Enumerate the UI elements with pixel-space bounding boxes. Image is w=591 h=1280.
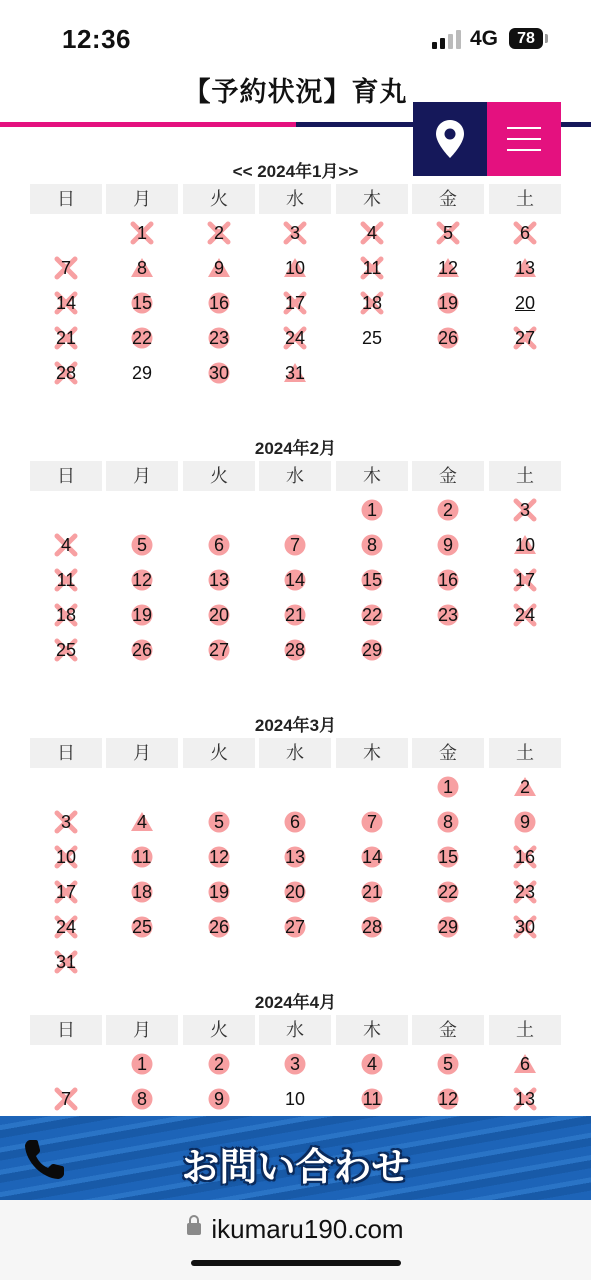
- calendar-day[interactable]: 27: [284, 917, 306, 937]
- weekday-label: 金: [412, 738, 484, 768]
- calendar-day[interactable]: 18: [131, 882, 153, 902]
- weekday-label: 土: [489, 184, 561, 214]
- calendar-day[interactable]: 11: [132, 847, 152, 867]
- calendar-day[interactable]: 14: [284, 570, 306, 590]
- calendar-day[interactable]: 13: [514, 258, 536, 278]
- calendar-day[interactable]: 25: [131, 917, 153, 937]
- calendar-day[interactable]: 8: [106, 253, 178, 283]
- calendar-day[interactable]: 14: [55, 293, 77, 313]
- header-stripe-pink: [0, 122, 296, 127]
- calendar-day[interactable]: 9: [183, 1084, 255, 1114]
- calendar-day[interactable]: 20: [514, 293, 536, 313]
- calendar-day[interactable]: 8: [412, 807, 484, 837]
- calendar-day[interactable]: 5: [106, 530, 178, 560]
- calendar-day[interactable]: 16: [437, 570, 459, 590]
- calendar-day[interactable]: 13: [284, 847, 306, 867]
- calendar-day[interactable]: 3: [30, 807, 102, 837]
- calendar-day[interactable]: 6: [489, 218, 561, 248]
- calendar-day[interactable]: 28: [361, 917, 383, 937]
- url-text: ikumaru190.com: [211, 1214, 404, 1244]
- lock-icon: [187, 1223, 201, 1235]
- calendar-day[interactable]: 27: [208, 640, 230, 660]
- home-indicator[interactable]: [191, 1260, 401, 1266]
- calendar-day[interactable]: 29: [131, 363, 153, 383]
- status-time: 12:36: [62, 24, 131, 54]
- calendar-day[interactable]: 10: [55, 847, 77, 867]
- calendar-day[interactable]: 2: [183, 218, 255, 248]
- calendar-day[interactable]: 9: [412, 530, 484, 560]
- calendar-day[interactable]: 7: [30, 253, 102, 283]
- battery-tip: [545, 34, 548, 43]
- calendar-day[interactable]: 4: [336, 218, 408, 248]
- calendar-day[interactable]: 16: [514, 847, 536, 867]
- calendar-month-title: 2024年3月: [254, 716, 337, 735]
- calendar-day[interactable]: 7: [30, 1084, 102, 1114]
- network-label: 4G: [470, 27, 499, 50]
- contact-banner[interactable]: [0, 1116, 591, 1200]
- calendar-day[interactable]: 28: [55, 363, 77, 383]
- calendar-day[interactable]: 3: [259, 1049, 331, 1079]
- weekday-label: 日: [30, 461, 102, 491]
- weekday-header: [30, 738, 562, 768]
- weekday-label: 日: [30, 184, 102, 214]
- calendar-day[interactable]: 8: [106, 1084, 178, 1114]
- weekday-label: 日: [30, 738, 102, 768]
- calendar-day[interactable]: 22: [437, 882, 459, 902]
- weekday-header: [30, 1015, 562, 1045]
- calendar-day[interactable]: 6: [259, 807, 331, 837]
- weekday-label: 木: [336, 738, 408, 768]
- battery-icon: 78: [509, 28, 543, 49]
- browser-url-bar[interactable]: [0, 1200, 591, 1280]
- calendar-day[interactable]: 11: [362, 1089, 382, 1109]
- calendar-day[interactable]: 24: [284, 328, 306, 348]
- calendar-day[interactable]: 23: [514, 882, 536, 902]
- calendar-day[interactable]: 7: [259, 530, 331, 560]
- calendar-day[interactable]: 1: [106, 218, 178, 248]
- calendar-day[interactable]: 13: [514, 1089, 536, 1109]
- calendar-day[interactable]: 26: [131, 640, 153, 660]
- calendar-day[interactable]: 19: [208, 882, 230, 902]
- calendar-day[interactable]: 17: [55, 882, 77, 902]
- calendar-day[interactable]: 11: [56, 570, 76, 590]
- calendar-day[interactable]: 21: [361, 882, 383, 902]
- signal-icon: [432, 29, 464, 49]
- calendar-day[interactable]: 17: [514, 570, 536, 590]
- calendar-day[interactable]: 10: [284, 258, 306, 278]
- calendar-day[interactable]: 12: [437, 258, 459, 278]
- weekday-label: 金: [412, 184, 484, 214]
- calendar-day[interactable]: 12: [437, 1089, 459, 1109]
- weekday-label: 金: [412, 461, 484, 491]
- weekday-label: 火: [183, 461, 255, 491]
- calendar-day[interactable]: 18: [55, 605, 77, 625]
- weekday-label: 金: [412, 1015, 484, 1045]
- calendar-day[interactable]: 16: [208, 293, 230, 313]
- calendar-day[interactable]: 24: [514, 605, 536, 625]
- calendar-day[interactable]: 9: [183, 253, 255, 283]
- calendar-day[interactable]: 19: [437, 293, 459, 313]
- weekday-label: 木: [336, 184, 408, 214]
- calendar-day[interactable]: 29: [361, 640, 383, 660]
- calendar-day[interactable]: 27: [514, 328, 536, 348]
- calendar-day[interactable]: 15: [131, 293, 153, 313]
- calendar-day[interactable]: 19: [131, 605, 153, 625]
- calendar-day[interactable]: 4: [30, 530, 102, 560]
- weekday-label: 土: [489, 738, 561, 768]
- calendar-day[interactable]: 1: [106, 1049, 178, 1079]
- calendar-day[interactable]: 20: [284, 882, 306, 902]
- calendar-day[interactable]: 11: [362, 258, 382, 278]
- calendar-day[interactable]: 3: [489, 495, 561, 525]
- calendar-day[interactable]: 9: [489, 807, 561, 837]
- weekday-label: 水: [259, 461, 331, 491]
- calendar-day[interactable]: 4: [106, 807, 178, 837]
- calendar-day[interactable]: 5: [412, 1049, 484, 1079]
- weekday-label: 火: [183, 1015, 255, 1045]
- calendar-day[interactable]: 3: [259, 218, 331, 248]
- calendar-day[interactable]: 8: [336, 530, 408, 560]
- status-bar: [0, 0, 591, 70]
- weekday-label: 火: [183, 184, 255, 214]
- calendar-day[interactable]: 23: [437, 605, 459, 625]
- calendar-day[interactable]: 7: [336, 807, 408, 837]
- calendar-day[interactable]: 25: [55, 640, 77, 660]
- calendar-day[interactable]: 5: [183, 807, 255, 837]
- calendar-day[interactable]: 13: [208, 570, 230, 590]
- calendar-day[interactable]: 1: [336, 495, 408, 525]
- calendar-day[interactable]: 22: [131, 328, 153, 348]
- weekday-label: 月: [106, 461, 178, 491]
- calendar-day[interactable]: 15: [437, 847, 459, 867]
- weekday-label: 月: [106, 184, 178, 214]
- calendar-day[interactable]: 22: [361, 605, 383, 625]
- calendar-day[interactable]: 26: [437, 328, 459, 348]
- calendar-day[interactable]: 21: [55, 328, 77, 348]
- url-field[interactable]: [0, 1214, 591, 1245]
- weekday-label: 水: [259, 1015, 331, 1045]
- calendar-day[interactable]: 2: [183, 1049, 255, 1079]
- calendar-day[interactable]: 25: [361, 328, 383, 348]
- calendar-day[interactable]: 20: [208, 605, 230, 625]
- calendar-day[interactable]: 21: [284, 605, 306, 625]
- calendar-day[interactable]: 30: [514, 917, 536, 937]
- calendar-month-title: 2024年2月: [254, 439, 337, 458]
- weekday-label: 日: [30, 1015, 102, 1045]
- weekday-label: 月: [106, 1015, 178, 1045]
- calendar-day[interactable]: 17: [284, 293, 306, 313]
- calendar-day[interactable]: 6: [183, 530, 255, 560]
- calendar-day[interactable]: 14: [361, 847, 383, 867]
- calendar-day[interactable]: 23: [208, 328, 230, 348]
- calendar-day[interactable]: 31: [55, 952, 77, 972]
- weekday-label: 水: [259, 184, 331, 214]
- calendar-day[interactable]: 28: [284, 640, 306, 660]
- calendar-day[interactable]: 1: [412, 772, 484, 802]
- calendar-day[interactable]: 26: [208, 917, 230, 937]
- calendar-day[interactable]: 4: [336, 1049, 408, 1079]
- calendar-day[interactable]: 31: [284, 363, 306, 383]
- calendar-day[interactable]: 29: [437, 917, 459, 937]
- calendar-day[interactable]: 6: [489, 1049, 561, 1079]
- contact-label: お問い合わせ: [181, 1144, 410, 1189]
- calendar-day[interactable]: 24: [55, 917, 77, 937]
- calendar-day[interactable]: 2: [489, 772, 561, 802]
- calendar-day[interactable]: 5: [412, 218, 484, 248]
- map-pin-icon: [435, 119, 465, 159]
- calendar-day[interactable]: 12: [131, 570, 153, 590]
- calendar-month-title: 2024年4月: [254, 993, 337, 1012]
- weekday-label: 土: [489, 1015, 561, 1045]
- weekday-label: 火: [183, 738, 255, 768]
- weekday-label: 月: [106, 738, 178, 768]
- calendar-day[interactable]: 12: [208, 847, 230, 867]
- calendar-month-title[interactable]: << 2024年1月>>: [232, 162, 359, 181]
- calendar-day[interactable]: 15: [361, 570, 383, 590]
- calendar-day[interactable]: 18: [361, 293, 383, 313]
- calendar-day[interactable]: 10: [284, 1089, 306, 1109]
- calendar-day[interactable]: 10: [514, 535, 536, 555]
- calendar-day[interactable]: 30: [208, 363, 230, 383]
- page-title: 【予約状況】育丸: [183, 77, 408, 107]
- weekday-label: 木: [336, 461, 408, 491]
- weekday-label: 木: [336, 1015, 408, 1045]
- weekday-label: 土: [489, 461, 561, 491]
- hamburger-icon: [507, 126, 541, 152]
- weekday-label: 水: [259, 738, 331, 768]
- calendar-day[interactable]: 2: [412, 495, 484, 525]
- weekday-header: [30, 461, 562, 491]
- weekday-header: [30, 184, 562, 214]
